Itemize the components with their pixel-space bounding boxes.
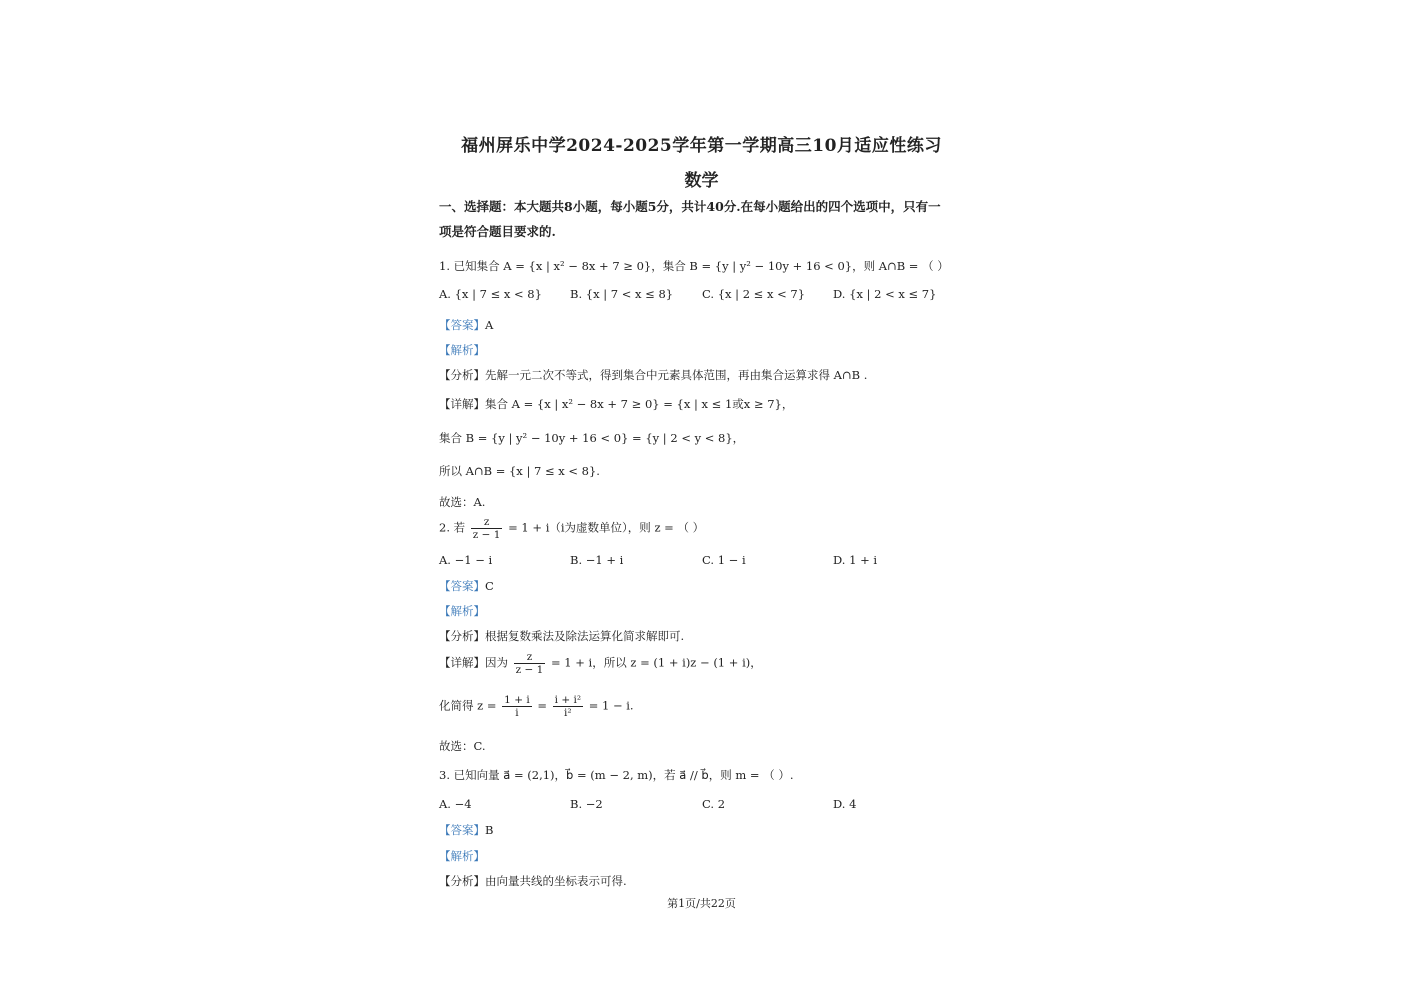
page-footer: 第1页/共22页 <box>667 897 736 910</box>
fraction-numerator: 1 + i <box>504 694 530 706</box>
analysis-tag: 【分析】 <box>439 368 485 382</box>
q2-stem-pre: 2. 若 <box>439 520 466 535</box>
simplify-fraction-2 <box>553 694 583 719</box>
fraction-denominator: z − 1 <box>515 664 544 676</box>
answer-value: B <box>485 823 494 837</box>
q2-stem <box>439 516 704 541</box>
answer-value: A <box>485 318 494 332</box>
q2-stem-post: = 1 + i（i为虚数单位），则 z = （ ） <box>508 520 705 535</box>
q1-step3: 所以 A∩B = {x | 7 ≤ x < 8}. <box>439 464 600 478</box>
q1-detail <box>439 396 793 412</box>
q1-option-c: C. {x | 2 ≤ x < 7} <box>702 287 806 301</box>
analysis-text: 先解一元二次不等式，得到集合中元素具体范围，再由集合运算求得 A∩B . <box>485 368 868 382</box>
q2-option-d: D. 1 + i <box>833 553 878 567</box>
subject-heading: 数学 <box>684 171 719 191</box>
analysis-tag: 【分析】 <box>439 874 485 888</box>
fraction-denominator: i² <box>564 707 572 719</box>
page-title: 福州屏乐中学2024-2025学年第一学期高三10月适应性练习 <box>461 136 942 156</box>
detail-tag: 【详解】 <box>439 655 485 670</box>
simplify-post: = 1 − i. <box>588 698 634 713</box>
detail-pre: 因为 <box>485 655 508 670</box>
q1-answer <box>439 317 493 333</box>
q1-option-a: A. {x | 7 ≤ x < 8} <box>439 287 542 301</box>
q3-option-c: C. 2 <box>702 797 726 811</box>
q2-option-b: B. −1 + i <box>570 553 624 567</box>
simplify-pre: 化简得 z = <box>439 698 497 713</box>
q3-option-d: D. 4 <box>833 797 857 811</box>
q2-detail-fraction <box>514 651 546 676</box>
q2-choose: 故选：C. <box>439 739 486 753</box>
fraction-numerator: z <box>471 516 503 529</box>
q1-analysis <box>439 367 867 383</box>
answer-tag: 【答案】 <box>439 579 485 593</box>
q3-analysis <box>439 873 627 889</box>
q1-option-b: B. {x | 7 < x ≤ 8} <box>570 287 674 301</box>
analysis-text: 由向量共线的坐标表示可得. <box>485 874 627 888</box>
q2-option-c: C. 1 − i <box>702 553 746 567</box>
fraction-denominator: z − 1 <box>472 529 501 541</box>
simplify-fraction-1 <box>502 694 532 719</box>
q3-option-a: A. −4 <box>439 797 472 811</box>
analysis-tag: 【分析】 <box>439 629 485 643</box>
q2-answer <box>439 578 494 594</box>
fraction-numerator: i + i² <box>554 694 582 706</box>
q2-explain-tag: 【解析】 <box>439 604 485 618</box>
q1-step2: 集合 B = {y | y² − 10y + 16 < 0} = {y | 2 < y < 8}， <box>439 431 745 445</box>
detail-post: = 1 + i，所以 z = (1 + i)z − (1 + i)， <box>551 655 762 670</box>
q2-option-a: A. −1 − i <box>439 553 493 567</box>
answer-tag: 【答案】 <box>439 823 485 837</box>
answer-tag: 【答案】 <box>439 318 485 332</box>
fraction-numerator: z <box>514 651 546 664</box>
q2-simplify <box>439 694 634 719</box>
q2-analysis <box>439 628 684 644</box>
analysis-text: 根据复数乘法及除法运算化简求解即可. <box>485 629 685 643</box>
q1-choose: 故选：A. <box>439 495 486 509</box>
q1-stem: 1. 已知集合 A = {x | x² − 8x + 7 ≥ 0}，集合 B = {y | y² − 10y + 16 < 0}，则 A∩B = （ ） <box>439 259 949 273</box>
q3-answer <box>439 822 493 838</box>
detail-text: 集合 A = {x | x² − 8x + 7 ≥ 0} = {x | x ≤ 1或x ≥ 7}， <box>485 397 794 411</box>
section-instructions-line2: 项是符合题目要求的. <box>439 224 556 239</box>
detail-tag: 【详解】 <box>439 397 485 411</box>
q2-detail <box>439 651 762 676</box>
section-instructions-line1: 一、选择题：本大题共8小题，每小题5分，共计40分.在每小题给出的四个选项中，只有一 <box>439 199 941 214</box>
q1-explain-tag: 【解析】 <box>439 343 485 357</box>
q1-option-d: D. {x | 2 < x ≤ 7} <box>833 287 937 301</box>
equals-sign: = <box>537 698 547 713</box>
answer-value: C <box>485 579 494 593</box>
q3-explain-tag: 【解析】 <box>439 849 485 863</box>
q3-stem: 3. 已知向量 a⃗ = (2,1)，b⃗ = (m − 2, m)，若 a⃗ // b⃗，则 m = （ ）. <box>439 768 794 782</box>
fraction-denominator: i <box>515 707 519 719</box>
q3-option-b: B. −2 <box>570 797 603 811</box>
q2-fraction <box>471 516 503 541</box>
